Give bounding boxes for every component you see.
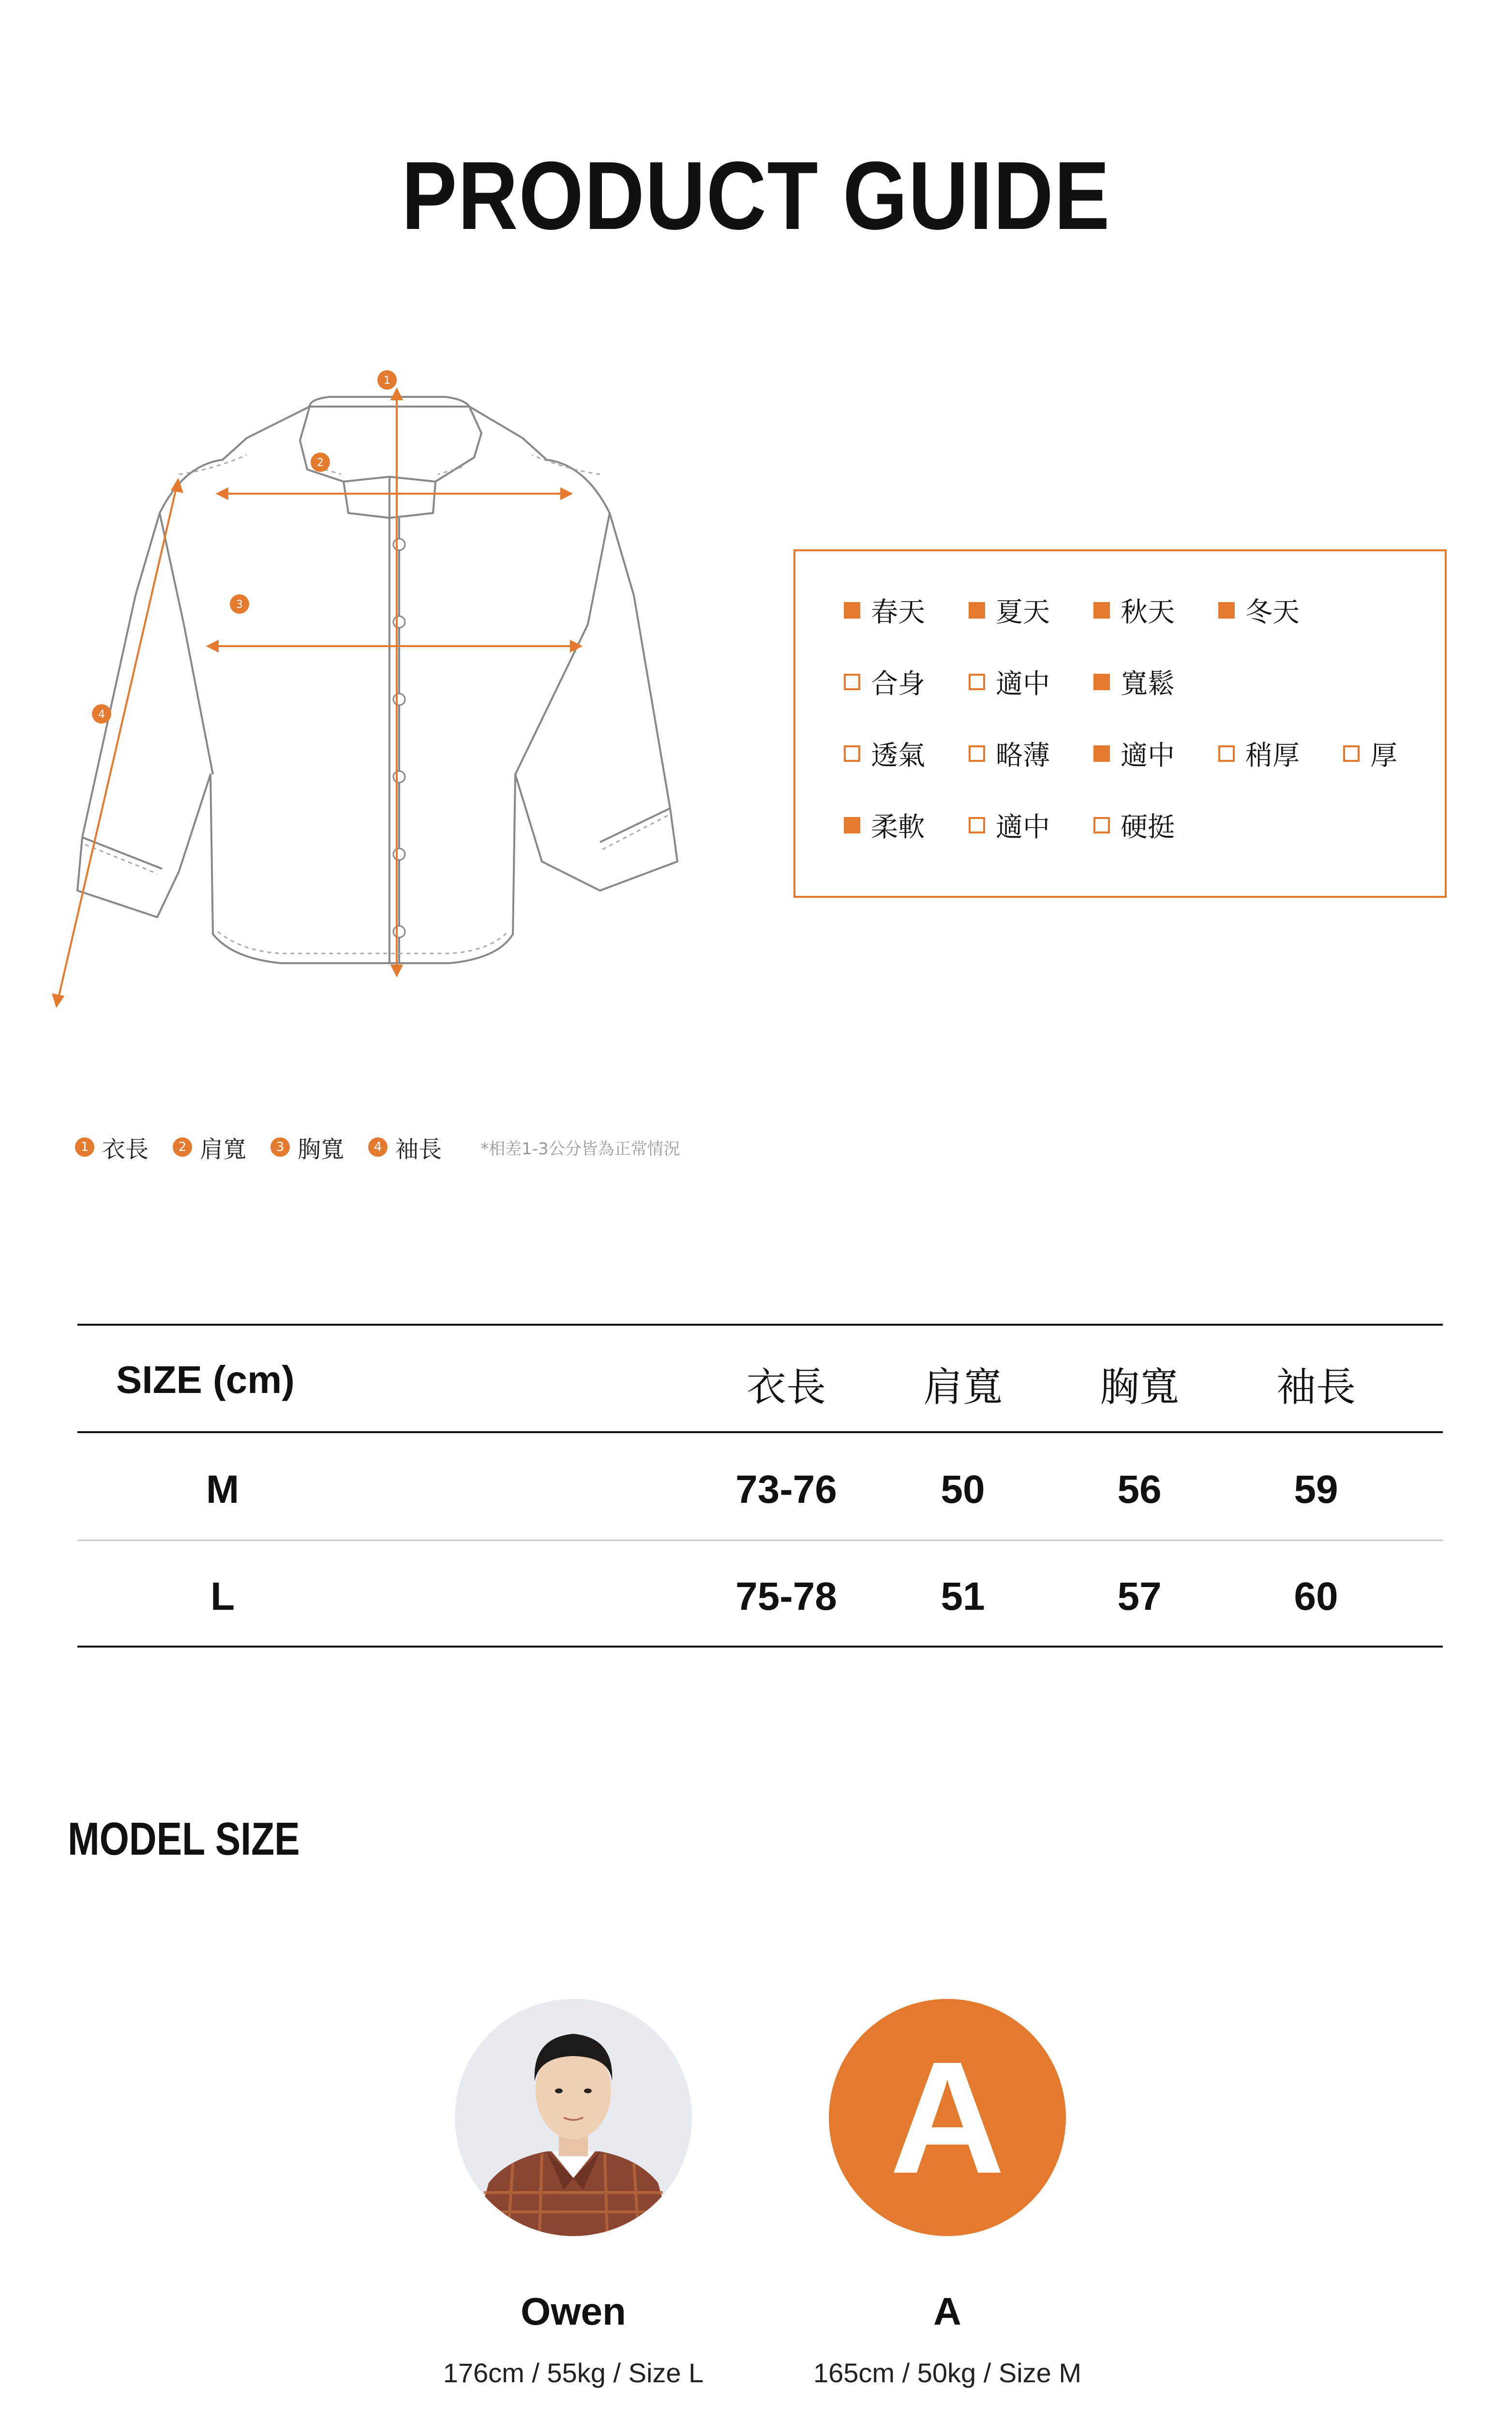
header-length: 衣長 xyxy=(746,1364,826,1410)
attr-row-fit xyxy=(844,663,1218,701)
checkbox-icon xyxy=(1093,602,1110,619)
attr-item xyxy=(969,806,1093,845)
attr-label: 柔軟 xyxy=(871,812,925,843)
header-shoulder: 肩寬 xyxy=(923,1364,1003,1410)
attr-row-texture xyxy=(844,806,1218,845)
fabric-attributes-box xyxy=(793,549,1447,898)
checkbox-icon xyxy=(969,602,985,619)
marker-3-label: 3 xyxy=(236,599,243,611)
checkbox-icon xyxy=(844,602,860,619)
header-chest: 胸寬 xyxy=(1099,1364,1179,1410)
model-size-heading: MODEL SIZE xyxy=(68,1813,300,1865)
model-name: A xyxy=(933,2290,961,2333)
attr-item xyxy=(844,663,969,701)
attr-label: 厚 xyxy=(1370,740,1397,771)
attr-item xyxy=(1093,591,1218,630)
checkbox-icon xyxy=(844,817,860,833)
attr-item xyxy=(844,734,969,773)
jacket-diagram xyxy=(39,353,740,1070)
checkbox-icon xyxy=(1218,602,1235,619)
attr-item xyxy=(1093,663,1218,701)
attr-item xyxy=(1093,806,1218,845)
cell-shoulder: 50 xyxy=(941,1467,985,1512)
header-sleeve: 袖長 xyxy=(1276,1364,1356,1410)
attr-item xyxy=(1218,591,1343,630)
legend-label: 衣長 xyxy=(102,1135,149,1163)
table-rule-bottom xyxy=(77,1646,1443,1648)
checkbox-icon xyxy=(1093,674,1110,690)
attr-item xyxy=(969,591,1093,630)
attr-label: 適中 xyxy=(996,668,1050,700)
attr-label: 略薄 xyxy=(996,740,1050,771)
cell-length: 75-78 xyxy=(735,1574,837,1618)
attr-label: 合身 xyxy=(871,668,925,700)
attr-item xyxy=(969,734,1093,773)
attr-item xyxy=(1343,734,1397,773)
page-title: PRODUCT GUIDE xyxy=(401,142,1111,250)
checkbox-icon xyxy=(969,745,985,762)
model-stats: 176cm / 55kg / Size L xyxy=(443,2358,704,2388)
cell-shoulder: 51 xyxy=(941,1574,985,1618)
legend-number-badge: 2 xyxy=(173,1137,192,1157)
model-card-a xyxy=(802,1999,1093,2389)
attr-item xyxy=(844,806,969,845)
cell-size: M xyxy=(206,1467,240,1512)
marker-4-label: 4 xyxy=(98,709,105,721)
table-row xyxy=(77,1541,1443,1646)
cell-sleeve: 60 xyxy=(1294,1574,1338,1618)
header-size: SIZE (cm) xyxy=(116,1358,295,1401)
attr-label: 透氣 xyxy=(871,740,925,771)
legend-label: 肩寬 xyxy=(200,1135,247,1163)
model-stats: 165cm / 50kg / Size M xyxy=(813,2358,1081,2388)
legend-item xyxy=(270,1131,344,1164)
cell-sleeve: 59 xyxy=(1294,1467,1338,1512)
attr-label: 夏天 xyxy=(996,597,1050,628)
checkbox-icon xyxy=(844,674,860,690)
avatar-letter: A xyxy=(889,2028,1005,2207)
measurement-legend xyxy=(75,1128,680,1166)
attr-item xyxy=(1218,734,1343,773)
marker-2-label: 2 xyxy=(317,457,324,469)
attr-label: 適中 xyxy=(1121,740,1175,771)
legend-label: 胸寬 xyxy=(298,1135,344,1163)
table-header-row xyxy=(77,1324,1443,1430)
checkbox-icon xyxy=(844,745,860,762)
marker-1-label: 1 xyxy=(384,375,390,387)
legend-label: 袖長 xyxy=(395,1135,442,1163)
table-row xyxy=(77,1433,1443,1540)
legend-number-badge: 4 xyxy=(368,1137,388,1157)
size-table xyxy=(77,1324,1443,1618)
checkbox-icon xyxy=(969,674,985,690)
checkbox-icon xyxy=(1093,745,1110,762)
attr-label: 稍厚 xyxy=(1245,740,1300,771)
checkbox-icon xyxy=(1218,745,1235,762)
checkbox-icon xyxy=(969,817,985,833)
attr-row-thickness xyxy=(844,734,1397,773)
attr-item xyxy=(969,663,1093,701)
legend-note: *相差1-3公分皆為正常情況 xyxy=(480,1139,680,1159)
attr-label: 冬天 xyxy=(1245,597,1300,628)
checkbox-icon xyxy=(1093,817,1110,833)
avatar xyxy=(829,1999,1066,2236)
attr-label: 適中 xyxy=(996,812,1050,843)
attr-row-season xyxy=(844,591,1343,630)
attr-label: 硬挺 xyxy=(1121,812,1175,843)
checkbox-icon xyxy=(1343,745,1360,762)
model-card-owen xyxy=(428,1999,719,2389)
cell-length: 73-76 xyxy=(735,1467,837,1512)
model-photo xyxy=(455,1999,692,2236)
legend-item xyxy=(368,1131,442,1164)
attr-label: 春天 xyxy=(871,597,925,628)
attr-label: 寬鬆 xyxy=(1121,668,1175,700)
legend-item xyxy=(173,1131,246,1164)
legend-number-badge: 3 xyxy=(270,1137,290,1157)
cell-chest: 56 xyxy=(1117,1467,1162,1512)
attr-label: 秋天 xyxy=(1121,597,1175,628)
cell-chest: 57 xyxy=(1117,1574,1162,1618)
attr-item xyxy=(1093,734,1218,773)
attr-item xyxy=(844,591,969,630)
legend-item xyxy=(75,1131,149,1164)
legend-number-badge: 1 xyxy=(75,1137,94,1157)
avatar xyxy=(455,1999,692,2236)
model-name: Owen xyxy=(521,2290,626,2333)
cell-size: L xyxy=(210,1574,235,1618)
